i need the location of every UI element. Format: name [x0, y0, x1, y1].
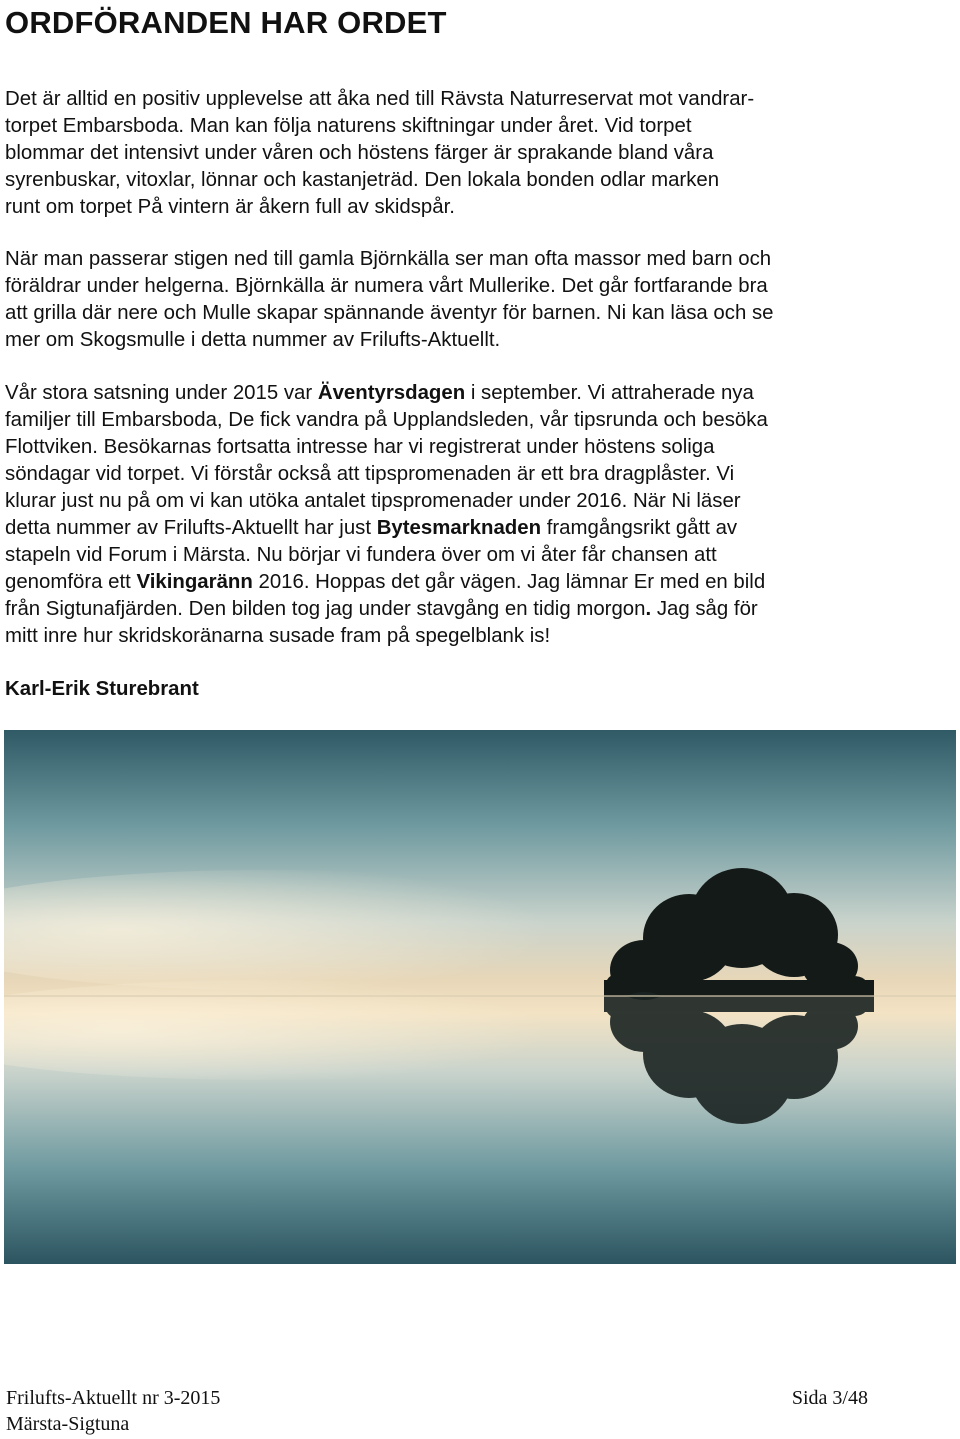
lake-island-photo: [4, 730, 956, 1264]
text-line: söndagar vid torpet. Vi förstår också att tipspromenaden är ett bra dragplåster. Vi: [5, 463, 735, 485]
text-line: runt om torpet På vintern är åkern full av skidspår.: [5, 196, 455, 218]
paragraph-bjornkalla: [5, 246, 773, 354]
publication-info: Frilufts-Aktuellt nr 3-2015: [6, 1387, 221, 1409]
text-line: [5, 380, 768, 407]
text-run: i september. Vi attraherade nya: [465, 382, 754, 404]
text-line: klurar just nu på om vi kan utöka antalet tipspromenader under 2016. När Ni läser: [5, 490, 741, 512]
text-line: blommar det intensivt under våren och höstens färger är sprakande bland våra: [5, 142, 714, 164]
highlight-aventyrsdagen: Äventyrsdagen: [317, 382, 466, 404]
text-line: familjer till Embarsboda, De fick vandra på Upplandsleden, vår tipsrunda och besöka: [5, 409, 768, 431]
page-number: Sida 3/48: [791, 1387, 868, 1409]
text-line: syrenbuskar, vitoxlar, lönnar och kastanjeträd. Den lokala bonden odlar marken: [5, 169, 720, 191]
author-signature: Karl-Erik Sturebrant: [5, 678, 199, 700]
text-line: stapeln vid Forum i Märsta. Nu börjar vi fundera över om vi åter får chansen att: [5, 544, 717, 566]
water-line: [4, 995, 956, 997]
footer-line-1: [6, 1385, 868, 1411]
text-line: torpet Embarsboda. Man kan följa naturens skiftningar under året. Vid torpet: [5, 115, 692, 137]
text-line: föräldrar under helgerna. Björnkälla är numera vårt Mullerike. Det går fortfarande bra: [5, 275, 768, 297]
text-line: mitt inre hur skridskoränarna susade fram på spegelblank is!: [5, 625, 551, 647]
paragraph-aventyrsdagen: [5, 380, 768, 650]
text-run: detta nummer av Frilufts-Aktuellt har just: [5, 517, 377, 539]
text-line: [5, 596, 768, 623]
text-run: Jag såg för: [651, 598, 758, 620]
text-run: Vår stora satsning under 2015 var: [5, 382, 318, 404]
page-title: ORDFÖRANDEN HAR ORDET: [5, 5, 447, 40]
text-run: 2016. Hoppas det går vägen. Jag lämnar Er med en bild: [252, 571, 766, 593]
text-line: [5, 515, 768, 542]
text-line: [5, 569, 768, 596]
bold-period: .: [645, 598, 652, 620]
highlight-bytesmarknaden: Bytesmarknaden: [376, 517, 542, 539]
text-line: Det är alltid en positiv upplevelse att åka ned till Rävsta Naturreservat mot vandrar-: [5, 88, 755, 110]
text-run: genomföra ett: [5, 571, 137, 593]
region-name: Märsta-Sigtuna: [6, 1413, 130, 1435]
text-line: När man passerar stigen ned till gamla Björnkälla ser man ofta massor med barn och: [5, 248, 772, 270]
text-run: framgångsrikt gått av: [541, 517, 738, 539]
text-run: från Sigtunafjärden. Den bilden tog jag under stavgång en tidig morgon: [5, 598, 646, 620]
highlight-vikingarann: Vikingaränn: [136, 571, 253, 593]
paragraph-embarsboda: [5, 86, 754, 221]
text-line: att grilla där nere och Mulle skapar spännande äventyr för barnen. Ni kan läsa och se: [5, 302, 774, 324]
footer-line-2: [6, 1411, 868, 1437]
text-line: Flottviken. Besökarnas fortsatta intresse har vi registrerat under höstens soliga: [5, 436, 715, 458]
text-line: mer om Skogsmulle i detta nummer av Frilufts-Aktuellt.: [5, 329, 501, 351]
